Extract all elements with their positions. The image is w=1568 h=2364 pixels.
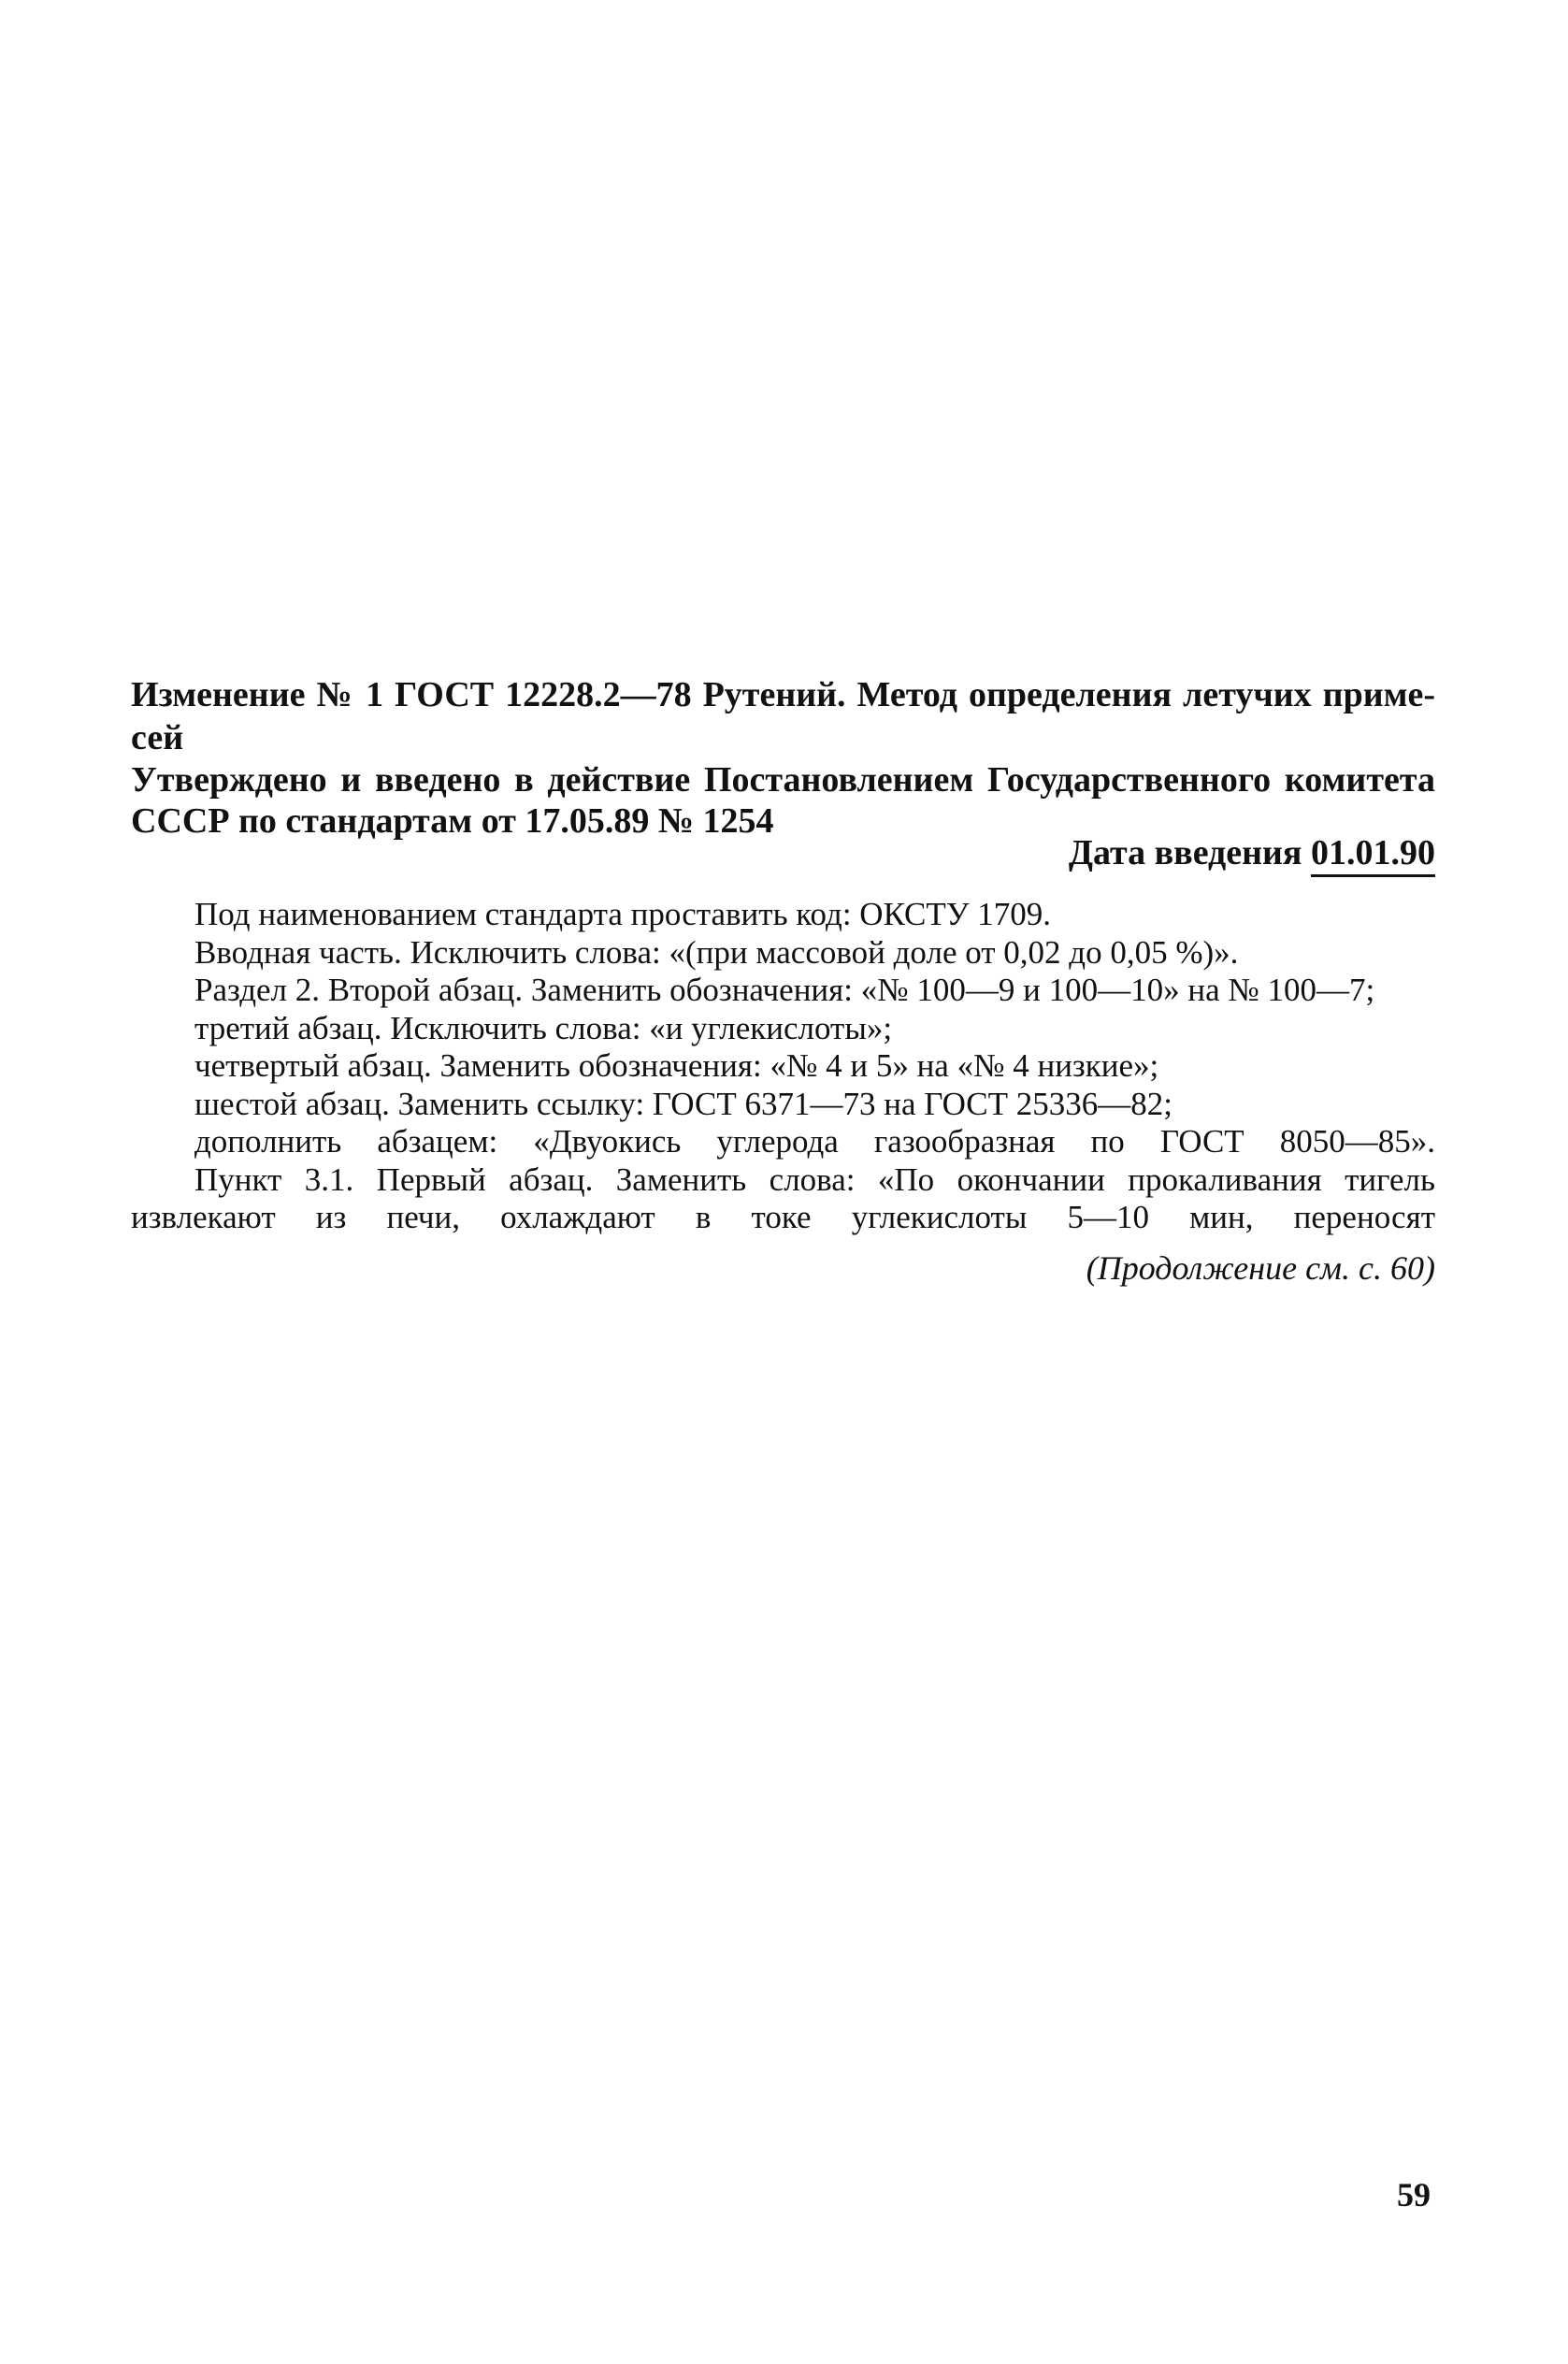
introduction-date-label: Дата введения bbox=[1068, 833, 1302, 872]
change-body bbox=[131, 896, 1435, 1237]
continuation-note: (Продолжение см. с. 60) bbox=[1086, 1249, 1435, 1287]
page-number: 59 bbox=[1397, 2176, 1431, 2213]
paragraph-third-paragraph: третий абзац. Исключить слова: «и углекислоты»; bbox=[194, 1009, 893, 1046]
paragraph-sixth-paragraph: шестой абзац. Заменить ссылку: ГОСТ 6371—73 на ГОСТ 25336—82; bbox=[194, 1085, 1173, 1122]
introduction-date-value: 01.01.90 bbox=[1311, 833, 1435, 877]
approval-statement: Утверждено и введено в действие Постановлением Государственного комитета СССР по стандартам от 17.05.89 № 1254 bbox=[131, 760, 1435, 841]
paragraph-okstu-code: Под наименованием стандарта проставить код: ОКСТУ 1709. bbox=[194, 896, 1052, 932]
paragraph-introduction: Вводная часть. Исключить слова: «(при массовой доле от 0,02 до 0,05 %)». bbox=[194, 933, 1239, 971]
change-title: Изменение № 1 ГОСТ 12228.2—78 Рутений. Метод определения летучих примесей bbox=[131, 675, 1435, 757]
paragraph-item-3-1: Пункт 3.1. Первый абзац. Заменить слова: «По окончании прокаливания тигель извлекают из печи, охлаждают в токе углекислоты 5—10 мин, переносят bbox=[131, 1160, 1435, 1235]
paragraph-fourth-paragraph: четвертый абзац. Заменить обозначения: «№ 4 и 5» на «№ 4 низкие»; bbox=[194, 1047, 1159, 1084]
paragraph-section-2: Раздел 2. Второй абзац. Заменить обозначения: «№ 100—9 и 100—10» на № 100—7; bbox=[194, 972, 1375, 1008]
paragraph-add-paragraph: дополнить абзацем: «Двуокись углерода газообразная по ГОСТ 8050—85». bbox=[194, 1123, 1435, 1160]
introduction-date bbox=[131, 832, 1435, 873]
